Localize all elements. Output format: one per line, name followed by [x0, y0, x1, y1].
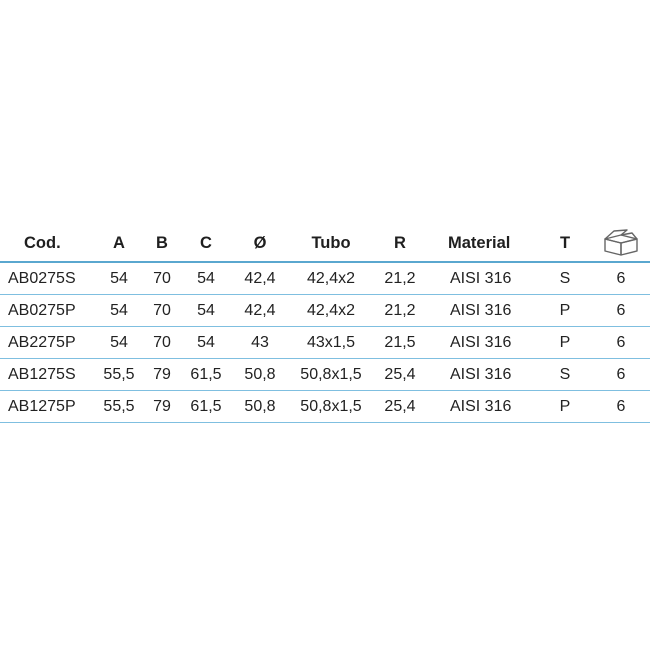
cell-r: 25,4: [384, 397, 416, 415]
cell-a: 54: [110, 333, 128, 351]
cell-b: 79: [153, 365, 171, 383]
cell-c: 54: [197, 301, 215, 319]
box-icon: [596, 225, 646, 261]
cell-tubo: 42,4x2: [306, 269, 356, 287]
cell-t: P: [559, 397, 571, 415]
box-icon-svg: [601, 229, 641, 257]
cell-material: AISI 316: [450, 333, 512, 351]
header-tubo: Tubo: [311, 233, 351, 252]
cell-c: 54: [197, 333, 215, 351]
cell-diameter: 42,4: [244, 301, 276, 319]
cell-r: 21,5: [384, 333, 416, 351]
cell-qty: 6: [616, 269, 626, 287]
cell-c: 61,5: [190, 397, 222, 415]
cell-b: 70: [153, 333, 171, 351]
table-row: [0, 359, 650, 391]
cell-material: AISI 316: [450, 397, 512, 415]
cell-cod: AB0275S: [8, 269, 76, 287]
cell-c: 54: [197, 269, 215, 287]
cell-t: P: [559, 301, 571, 319]
cell-b: 70: [153, 269, 171, 287]
header-diameter: Ø: [253, 233, 267, 252]
header-c: C: [200, 233, 212, 252]
cell-t: S: [559, 269, 571, 287]
spec-table: [0, 225, 650, 423]
cell-cod: AB1275P: [8, 397, 76, 415]
cell-tubo: 42,4x2: [306, 301, 356, 319]
cell-material: AISI 316: [450, 301, 512, 319]
cell-tubo: 50,8x1,5: [300, 365, 362, 383]
cell-qty: 6: [616, 301, 626, 319]
cell-diameter: 50,8: [244, 365, 276, 383]
cell-cod: AB1275S: [8, 365, 76, 383]
cell-diameter: 42,4: [244, 269, 276, 287]
cell-diameter: 43: [251, 333, 269, 351]
header-r: R: [394, 233, 406, 252]
table-row: [0, 391, 650, 423]
cell-material: AISI 316: [450, 269, 512, 287]
header-material: Material: [448, 233, 511, 252]
cell-t: S: [559, 365, 571, 383]
cell-cod: AB2275P: [8, 333, 76, 351]
table-row: [0, 263, 650, 295]
cell-r: 21,2: [384, 269, 416, 287]
cell-t: P: [559, 333, 571, 351]
header-t: T: [559, 233, 571, 252]
cell-r: 25,4: [384, 365, 416, 383]
cell-a: 54: [110, 269, 128, 287]
header-cod: Cod.: [24, 233, 61, 252]
table-header-row: [0, 225, 650, 263]
cell-b: 79: [153, 397, 171, 415]
cell-tubo: 50,8x1,5: [300, 397, 362, 415]
header-a: A: [113, 233, 125, 252]
header-b: B: [156, 233, 168, 252]
cell-cod: AB0275P: [8, 301, 76, 319]
cell-a: 55,5: [103, 397, 135, 415]
cell-c: 61,5: [190, 365, 222, 383]
cell-tubo: 43x1,5: [306, 333, 356, 351]
table-row: [0, 295, 650, 327]
cell-b: 70: [153, 301, 171, 319]
table-row: [0, 327, 650, 359]
cell-a: 55,5: [103, 365, 135, 383]
cell-a: 54: [110, 301, 128, 319]
cell-qty: 6: [616, 397, 626, 415]
cell-qty: 6: [616, 365, 626, 383]
cell-material: AISI 316: [450, 365, 512, 383]
cell-qty: 6: [616, 333, 626, 351]
cell-diameter: 50,8: [244, 397, 276, 415]
cell-r: 21,2: [384, 301, 416, 319]
